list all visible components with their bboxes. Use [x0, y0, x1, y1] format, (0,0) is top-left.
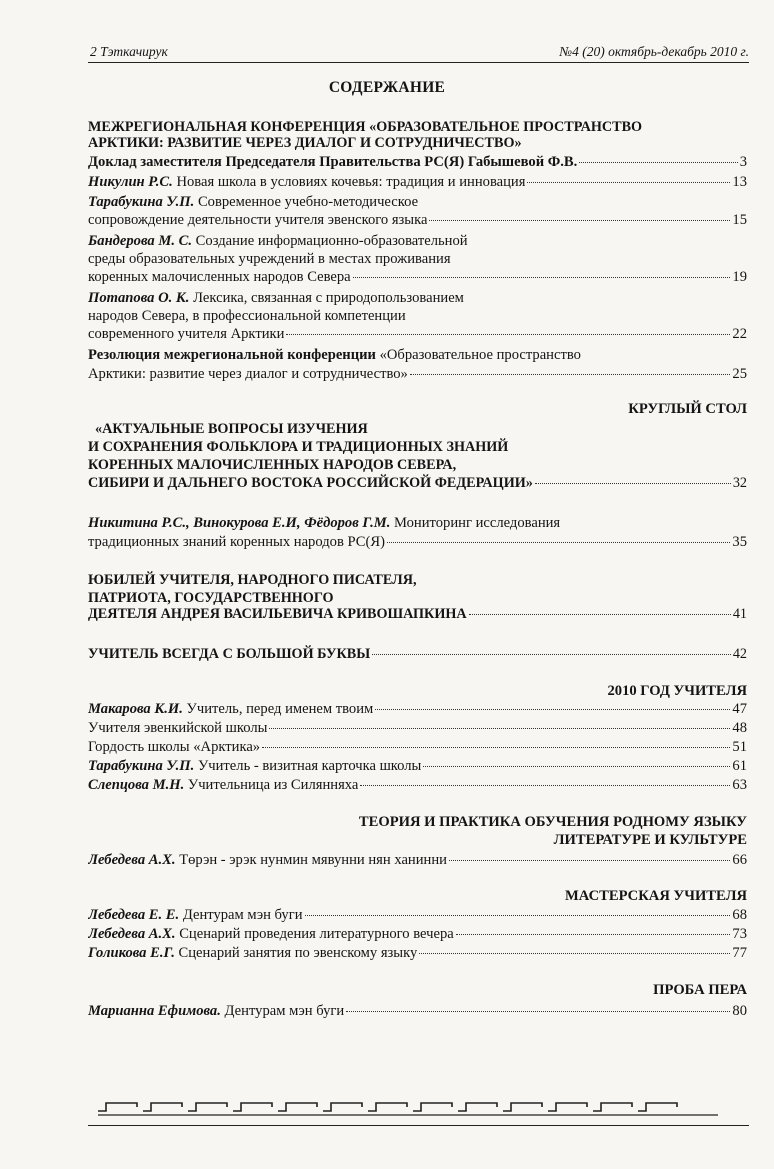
leader-dots	[579, 162, 737, 163]
section-pen-test: ПРОБА ПЕРА	[653, 982, 747, 998]
leader-dots	[527, 182, 730, 183]
section-theory-line-1: ТЕОРИЯ И ПРАКТИКА ОБУЧЕНИЯ РОДНОМУ ЯЗЫКУ	[358, 814, 747, 830]
jubilee-heading-line-3[interactable]	[88, 605, 747, 623]
page-number: 63	[732, 777, 747, 793]
toc-author: Тарабукина У.П.	[88, 194, 195, 210]
leader-dots	[429, 220, 730, 221]
toc-entry-title: Сценарий занятия по эвенскому языку	[174, 945, 418, 961]
toc-entry-title: Төрэн - эрэк нунмин мявунни нян ханинни	[175, 852, 447, 868]
toc-entry-title: Мониторинг исследования	[390, 515, 561, 531]
leader-dots	[305, 915, 731, 916]
toc-author: Слепцова М.Н.	[88, 777, 185, 793]
page-number: 25	[732, 366, 747, 382]
section-theory-line-2: ЛИТЕРАТУРЕ И КУЛЬТУРЕ	[553, 832, 747, 848]
round-table-heading-line-3: КОРЕННЫХ МАЛОЧИСЛЕННЫХ НАРОДОВ СЕВЕРА,	[88, 457, 457, 473]
toc-entry-title: Гордость школы «Арктика»	[88, 739, 261, 755]
toc-entry-title: сопровождение деятельности учителя эвенского языка	[88, 212, 428, 228]
page-number: 73	[732, 926, 747, 942]
toc-entry-report[interactable]	[88, 153, 747, 171]
leader-dots	[535, 483, 731, 484]
leader-dots	[410, 374, 731, 375]
toc-entry-title: Создание информационно-образовательной	[192, 233, 468, 249]
toc-entry-title: Арктики: развитие через диалог и сотрудничество»	[88, 366, 408, 382]
toc-author: Голикова Е.Г.	[88, 945, 175, 961]
toc-entry-arktika-pride[interactable]	[88, 738, 747, 756]
toc-entry-title: Новая школа в условиях кочевья: традиция и инновация	[172, 174, 526, 190]
conference-heading-line-1: МЕЖРЕГИОНАЛЬНАЯ КОНФЕРЕНЦИЯ «ОБРАЗОВАТЕЛЬНОЕ ПРОСТРАНСТВО	[88, 119, 643, 135]
toc-author: Лебедева А.Х.	[88, 852, 176, 868]
decorative-ornament-border	[98, 1097, 718, 1119]
toc-entry-potapova-line-1[interactable]	[88, 289, 747, 307]
toc-entry-tarabukina-line-1[interactable]	[88, 193, 747, 211]
toc-entry-potapova-line-2: народов Севера, в профессиональной компетенции	[88, 308, 406, 324]
page-number: 42	[732, 646, 747, 662]
toc-author: Лебедева Е. Е.	[88, 907, 180, 923]
toc-entry-title: ДЕЯТЕЛЯ АНДРЕЯ ВАСИЛЬЕВИЧА КРИВОШАПКИНА	[88, 606, 467, 622]
toc-entry-title: Учитель - визитная карточка школы	[194, 758, 422, 774]
toc-entry-title: Учителя эвенкийской школы	[88, 720, 268, 736]
header-rule	[88, 62, 749, 63]
leader-dots	[387, 542, 730, 543]
page-number: 3	[739, 154, 747, 170]
section-teacher-workshop: МАСТЕРСКАЯ УЧИТЕЛЯ	[565, 888, 747, 904]
leader-dots	[372, 654, 731, 655]
leader-dots	[375, 709, 730, 710]
toc-entry-title: Учительница из Силянняха	[184, 777, 359, 793]
leader-dots	[456, 934, 731, 935]
toc-author: Макарова К.И.	[88, 701, 183, 717]
toc-entry-title: СИБИРИ И ДАЛЬНЕГО ВОСТОКА РОССИЙСКОЙ ФЕДЕРАЦИИ»	[88, 475, 533, 491]
toc-entry-tarabukina-line-2[interactable]	[88, 211, 747, 229]
round-table-heading-line-1: «АКТУАЛЬНЫЕ ВОПРОСЫ ИЗУЧЕНИЯ	[95, 421, 368, 437]
conference-heading-line-2: АРКТИКИ: РАЗВИТИЕ ЧЕРЕЗ ДИАЛОГ И СОТРУДНИЧЕСТВО»	[88, 135, 522, 151]
toc-author: Марианна Ефимова.	[88, 1003, 221, 1019]
page-number: 19	[732, 269, 747, 285]
leader-dots	[423, 766, 730, 767]
page-number: 80	[732, 1003, 747, 1019]
toc-entry-nikulin[interactable]	[88, 173, 747, 191]
toc-author: Резолюция межрегиональной конференции	[88, 347, 376, 363]
leader-dots	[262, 747, 730, 748]
page-number: 48	[732, 720, 747, 736]
leader-dots	[419, 953, 730, 954]
page-number: 77	[732, 945, 747, 961]
page-number: 61	[732, 758, 747, 774]
page-title: СОДЕРЖАНИЕ	[328, 79, 446, 96]
page-number: 35	[732, 534, 747, 550]
toc-entry-lebedeva-ee[interactable]	[88, 906, 747, 924]
page-number: 51	[732, 739, 747, 755]
toc-entry-potapova-line-3[interactable]	[88, 325, 747, 343]
toc-author: Тарабукина У.П.	[88, 758, 195, 774]
leader-dots	[353, 277, 731, 278]
toc-entry-title: коренных малочисленных народов Севера	[88, 269, 351, 285]
page-number: 22	[732, 326, 747, 342]
toc-entry-title: Современное учебно-методическое	[194, 194, 419, 210]
toc-entry-evenki-teachers[interactable]	[88, 719, 747, 737]
toc-entry-title: Учитель, перед именем твоим	[182, 701, 374, 717]
page-number: 68	[732, 907, 747, 923]
leader-dots	[269, 728, 730, 729]
toc-author: Никулин Р.С.	[88, 174, 173, 190]
toc-entry-nikitina-line-2[interactable]	[88, 533, 747, 551]
toc-entry-lebedeva-ah-1[interactable]	[88, 851, 747, 869]
toc-entry-title: Лексика, связанная с природопользованием	[189, 290, 464, 306]
leader-dots	[346, 1011, 730, 1012]
toc-author: Лебедева А.Х.	[88, 926, 176, 942]
toc-entry-title: УЧИТЕЛЬ ВСЕГДА С БОЛЬШОЙ БУКВЫ	[88, 646, 371, 662]
toc-author: Никитина Р.С., Винокурова Е.И, Фёдоров Г.М.	[88, 515, 391, 531]
toc-entry-title: Дентурам мэн буги	[220, 1003, 345, 1019]
toc-entry-efimova[interactable]	[88, 1002, 747, 1020]
section-year-of-teacher: 2010 ГОД УЧИТЕЛЯ	[607, 683, 747, 699]
toc-entry-golikova[interactable]	[88, 944, 747, 962]
leader-dots	[286, 334, 730, 335]
toc-entry-sleptsova[interactable]	[88, 776, 747, 794]
running-header-left: 2 Тэткачирук	[90, 44, 168, 59]
page-number: 47	[732, 701, 747, 717]
toc-entry-title: «Образовательное пространство	[375, 347, 581, 363]
toc-entry-title: современного учителя Арктики	[88, 326, 285, 342]
toc-entry-lebedeva-ah-2[interactable]	[88, 925, 747, 943]
page-number: 15	[732, 212, 747, 228]
jubilee-heading-line-1: ЮБИЛЕЙ УЧИТЕЛЯ, НАРОДНОГО ПИСАТЕЛЯ,	[88, 572, 417, 588]
toc-entry-resolution-line-1[interactable]	[88, 346, 747, 364]
toc-entry-title: Сценарий проведения литературного вечера	[175, 926, 454, 942]
running-header-right: №4 (20) октябрь-декабрь 2010 г.	[559, 44, 749, 59]
footer-rule	[88, 1125, 749, 1126]
toc-entry-resolution-line-2[interactable]	[88, 365, 747, 383]
page-number: 66	[732, 852, 747, 868]
toc-entry-title: традиционных знаний коренных народов РС(Я)	[88, 534, 385, 550]
round-table-heading-line-2: И СОХРАНЕНИЯ ФОЛЬКЛОРА И ТРАДИЦИОННЫХ ЗНАНИЙ	[88, 439, 509, 455]
toc-entry-nikitina-line-1[interactable]	[88, 514, 747, 532]
leader-dots	[469, 614, 731, 615]
toc-entry-banderova-line-3[interactable]	[88, 268, 747, 286]
toc-entry-banderova-line-1[interactable]	[88, 232, 747, 250]
toc-entry-makarova[interactable]	[88, 700, 747, 718]
section-round-table: КРУГЛЫЙ СТОЛ	[628, 401, 747, 417]
page-number: 41	[732, 606, 747, 622]
toc-author: Потапова О. К.	[88, 290, 190, 306]
round-table-heading-line-4[interactable]	[88, 474, 747, 492]
toc-entry-banderova-line-2: среды образовательных учреждений в местах проживания	[88, 251, 451, 267]
page-number: 32	[732, 475, 747, 491]
toc-entry-title: Дентурам мэн буги	[179, 907, 303, 923]
toc-author: Бандерова М. С.	[88, 233, 193, 249]
leader-dots	[360, 785, 730, 786]
page-number: 13	[732, 174, 747, 190]
leader-dots	[449, 860, 730, 861]
toc-entry-teacher-capital[interactable]	[88, 645, 747, 663]
toc-entry-title: Доклад заместителя Председателя Правительства РС(Я) Габышевой Ф.В.	[88, 154, 578, 170]
jubilee-heading-line-2: ПАТРИОТА, ГОСУДАРСТВЕННОГО	[88, 590, 334, 606]
toc-entry-tarabukina-2[interactable]	[88, 757, 747, 775]
